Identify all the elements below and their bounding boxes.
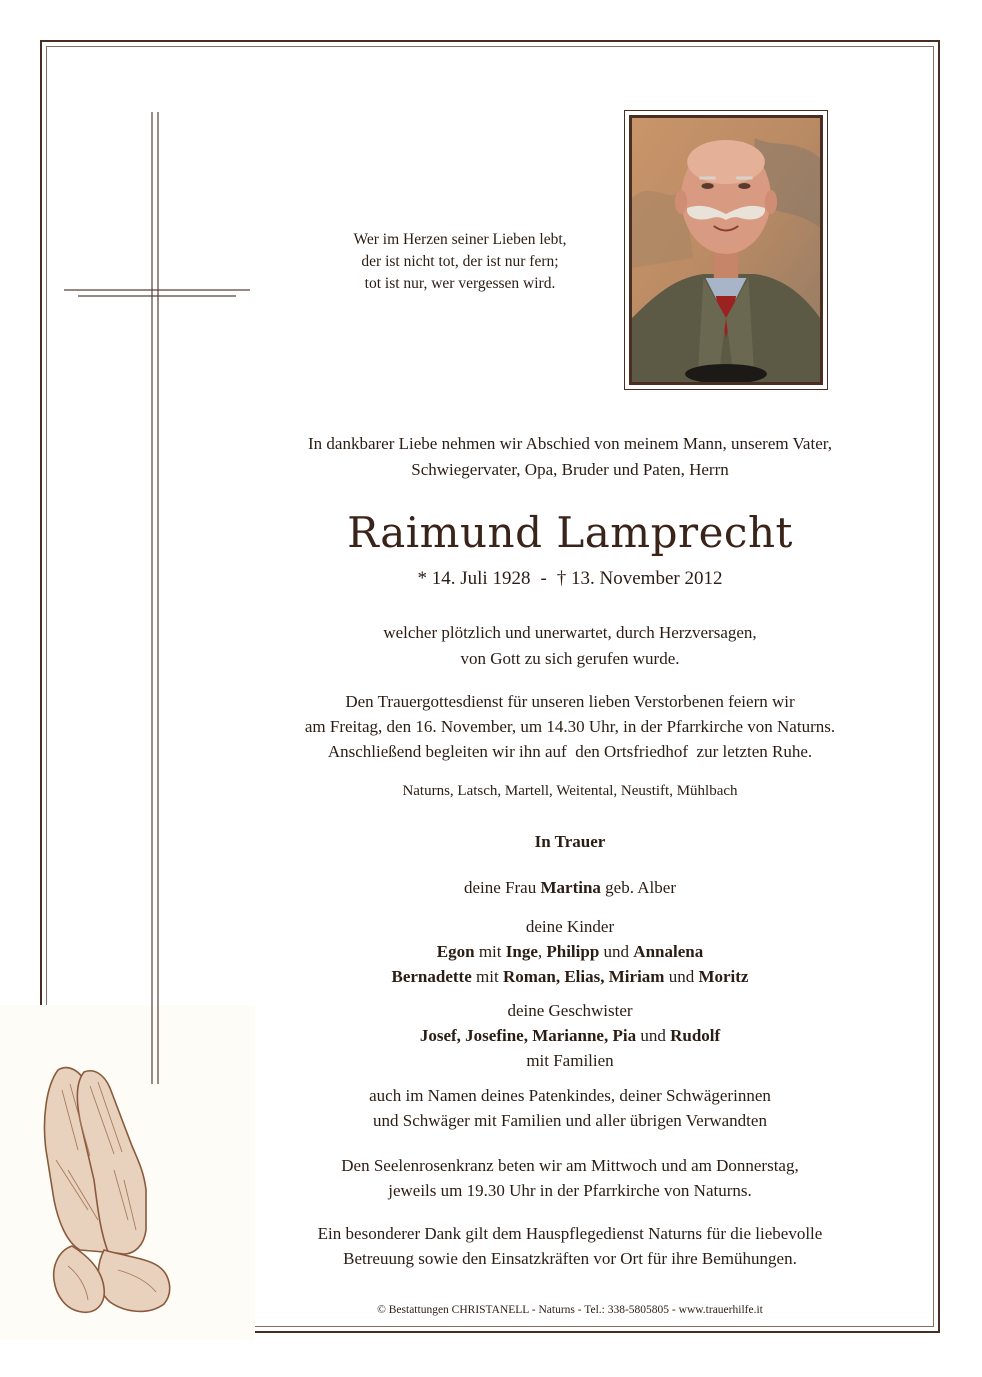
places-list: Naturns, Latsch, Martell, Weitental, Neustift, Mühlbach bbox=[402, 783, 738, 799]
sibling-name: Pia bbox=[612, 1026, 637, 1045]
grandchild-name: Miriam bbox=[608, 967, 665, 986]
praying-hands-icon bbox=[28, 1060, 198, 1320]
thanks-text bbox=[250, 1221, 890, 1271]
child-partner-name: Inge bbox=[505, 942, 538, 961]
rosary-info bbox=[250, 1153, 890, 1203]
intro-text bbox=[250, 431, 890, 483]
wife-prefix: deine Frau bbox=[464, 878, 537, 897]
relatives-line: und Schwäger mit Familien und aller übrigen Verwandten bbox=[373, 1111, 767, 1130]
circumstance-line: von Gott zu sich gerufen wurde. bbox=[460, 649, 680, 668]
life-dates bbox=[250, 566, 890, 592]
circumstance-line: welcher plötzlich und unerwartet, durch Herzversagen, bbox=[383, 623, 757, 642]
cross-icon bbox=[64, 112, 250, 1084]
children-row: Bernadette mit Roman, Elias, Miriam und Moritz bbox=[391, 967, 749, 986]
sibling-name: Josefine bbox=[465, 1026, 524, 1045]
wife-line bbox=[250, 876, 890, 900]
child-name: Bernadette bbox=[391, 967, 472, 986]
intro-line: Schwiegervater, Opa, Bruder und Paten, Herrn bbox=[411, 460, 729, 479]
portrait-photo bbox=[629, 115, 823, 385]
child-name: Egon bbox=[436, 942, 475, 961]
rosary-line: jeweils um 19.30 Uhr in der Pfarrkirche von Naturns. bbox=[388, 1181, 752, 1200]
grandchild-name: Elias bbox=[564, 967, 601, 986]
intro-line: In dankbarer Liebe nehmen wir Abschied von meinem Mann, unserem Vater, bbox=[308, 434, 832, 453]
birth-date: * 14. Juli 1928 bbox=[417, 568, 531, 589]
relatives-text bbox=[250, 1083, 890, 1133]
connector-text: , bbox=[537, 942, 543, 961]
date-separator: - bbox=[540, 568, 547, 589]
wife-name: Martina bbox=[540, 878, 601, 897]
service-line: am Freitag, den 16. November, um 14.30 Uhr, in der Pfarrkirche von Naturns. bbox=[304, 717, 836, 736]
death-circumstance bbox=[250, 620, 890, 672]
thanks-line: Betreuung sowie den Einsatzkräften vor Ort für ihre Bemühungen. bbox=[343, 1249, 797, 1268]
sibling-name: Rudolf bbox=[670, 1026, 721, 1045]
relatives-line: auch im Namen deines Patenkindes, deiner Schwägerinnen bbox=[369, 1086, 771, 1105]
service-line: Den Trauergottesdienst für unseren lieben Verstorbenen feiern wir bbox=[345, 692, 795, 711]
funeral-service-info bbox=[250, 689, 890, 764]
child-name: Philipp bbox=[546, 942, 600, 961]
siblings-heading: deine Geschwister bbox=[507, 1001, 633, 1020]
children-row bbox=[250, 939, 890, 964]
connector-text: mit bbox=[476, 967, 499, 986]
memorial-quote bbox=[300, 229, 620, 295]
deceased-name: Raimund Lamprecht bbox=[347, 508, 793, 557]
wife-suffix: geb. Alber bbox=[605, 878, 676, 897]
death-date: † 13. November 2012 bbox=[556, 568, 723, 589]
siblings-row: Josef, Josefine, Marianne, Pia und Rudolf bbox=[419, 1026, 721, 1045]
footer-credits: © Bestattungen CHRISTANELL - Naturns - Tel.: 338-5805805 - www.trauerhilfe.it bbox=[377, 1304, 763, 1316]
child-partner-name: Annalena bbox=[633, 942, 704, 961]
sibling-name: Marianne bbox=[532, 1026, 604, 1045]
child-partner-name: Roman bbox=[502, 967, 556, 986]
connector-text: und bbox=[668, 967, 695, 986]
quote-line: tot ist nur, wer vergessen wird. bbox=[364, 275, 556, 292]
portrait-photo-frame bbox=[624, 110, 828, 390]
quote-line: Wer im Herzen seiner Lieben lebt, bbox=[353, 231, 567, 248]
service-line: Anschließend begleiten wir ihn auf den Ortsfriedhof zur letzten Ruhe. bbox=[327, 742, 813, 761]
siblings-families: mit Familien bbox=[526, 1051, 614, 1070]
mourning-heading: In Trauer bbox=[534, 832, 606, 851]
children-block bbox=[250, 914, 890, 989]
connector-text: und bbox=[640, 1026, 666, 1045]
quote-line: der ist nicht tot, der ist nur fern; bbox=[361, 253, 559, 270]
thanks-line: Ein besonderer Dank gilt dem Hauspflegedienst Naturns für die liebevolle bbox=[317, 1224, 823, 1243]
siblings-block bbox=[250, 998, 890, 1073]
connector-text: mit bbox=[478, 942, 502, 961]
children-heading: deine Kinder bbox=[525, 917, 615, 936]
connector-text: und bbox=[603, 942, 630, 961]
grandchild-name: Moritz bbox=[698, 967, 749, 986]
rosary-line: Den Seelenrosenkranz beten wir am Mittwoch und am Donnerstag, bbox=[341, 1156, 799, 1175]
sibling-name: Josef bbox=[419, 1026, 457, 1045]
